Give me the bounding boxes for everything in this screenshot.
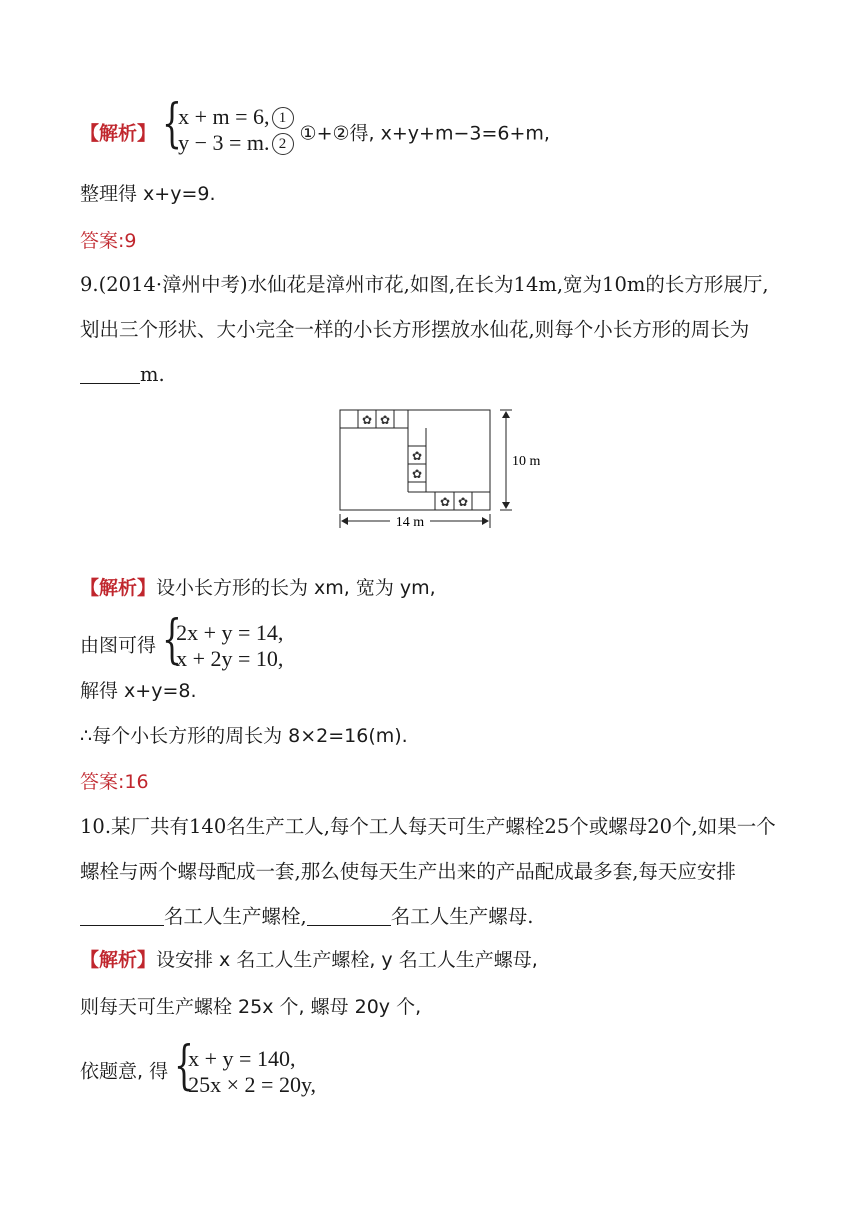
question-text: 名工人生产螺栓, xyxy=(164,905,307,928)
q9-solution xyxy=(80,574,436,602)
circled-number: 1 xyxy=(272,107,294,129)
equation: y − 3 = m. 2 xyxy=(178,130,293,156)
equation-system xyxy=(162,94,293,156)
equation: x + m = 6, 1 xyxy=(178,104,293,130)
flower-icon: ✿ xyxy=(439,495,451,509)
question-text: 名工人生产螺母. xyxy=(390,905,534,928)
solution-text: 整理得 x+y=9. xyxy=(80,183,216,205)
equation: 2x + y = 14, xyxy=(176,620,284,645)
brace-icon: { xyxy=(174,1036,194,1096)
jiexi-tag: 【解析】 xyxy=(80,122,157,145)
flower-icon: ✿ xyxy=(379,413,391,427)
equation-system xyxy=(174,1036,317,1098)
width-label: 14 m xyxy=(395,515,425,530)
flower-icon: ✿ xyxy=(457,495,469,509)
circled-number: 2 xyxy=(272,133,294,155)
q10-solution xyxy=(80,946,538,974)
solution-text: 设小长方形的长为 xm, 宽为 ym, xyxy=(156,577,436,599)
answer-blank xyxy=(80,906,164,927)
question-9 xyxy=(80,262,780,397)
question-10 xyxy=(80,804,780,939)
jiexi-tag: 【解析】 xyxy=(80,949,157,971)
question-text: 10.某厂共有140名生产工人,每个工人每天可生产螺栓25个或螺母20个,如果一个螺栓与两个螺母配成一套,那么使每天生产出来的产品配成最多套,每天应安排 xyxy=(80,815,776,883)
solution-text: ①+②得, x+y+m−3=6+m, xyxy=(299,122,550,145)
solution-text: ∴每个小长方形的周长为 8×2=16(m). xyxy=(80,725,408,747)
q10-system-line xyxy=(80,1036,317,1098)
brace-icon: { xyxy=(162,610,182,670)
solution-text: 则每天可生产螺栓 25x 个, 螺母 20y 个, xyxy=(80,996,422,1018)
solution-text: 解得 x+y=8. xyxy=(80,680,197,702)
answer-blank xyxy=(80,364,140,385)
equation: x + y = 140, xyxy=(188,1046,296,1071)
equation-system xyxy=(162,610,284,672)
exhibition-hall-figure xyxy=(330,400,540,535)
height-label: 10 m xyxy=(512,454,540,469)
answer: 答案:16 xyxy=(80,771,149,793)
answer-blank xyxy=(307,906,391,927)
question-text: 9.(2014·漳州中考)水仙花是漳州市花,如图,在长为14m,宽为10m的长方形展厅,划出三个形状、大小完全一样的小长方形摆放水仙花,则每个小长方形的周长为 xyxy=(80,273,769,341)
brace-icon: { xyxy=(162,94,182,154)
equation: 25x × 2 = 20y, xyxy=(188,1072,317,1097)
unit-text: m. xyxy=(140,363,165,386)
solution-text: 设安排 x 名工人生产螺栓, y 名工人生产螺母, xyxy=(156,949,538,971)
equation: x + 2y = 10, xyxy=(176,646,284,671)
q9-system-line xyxy=(80,610,284,672)
jiexi-tag: 【解析】 xyxy=(80,577,157,599)
solution-text: 由图可得 xyxy=(80,634,157,657)
p8-solution-line xyxy=(80,94,550,160)
flower-icon: ✿ xyxy=(411,467,423,481)
answer: 答案:9 xyxy=(80,230,137,252)
flower-icon: ✿ xyxy=(361,413,373,427)
flower-icon: ✿ xyxy=(411,449,423,463)
solution-text: 依题意, 得 xyxy=(80,1060,169,1083)
